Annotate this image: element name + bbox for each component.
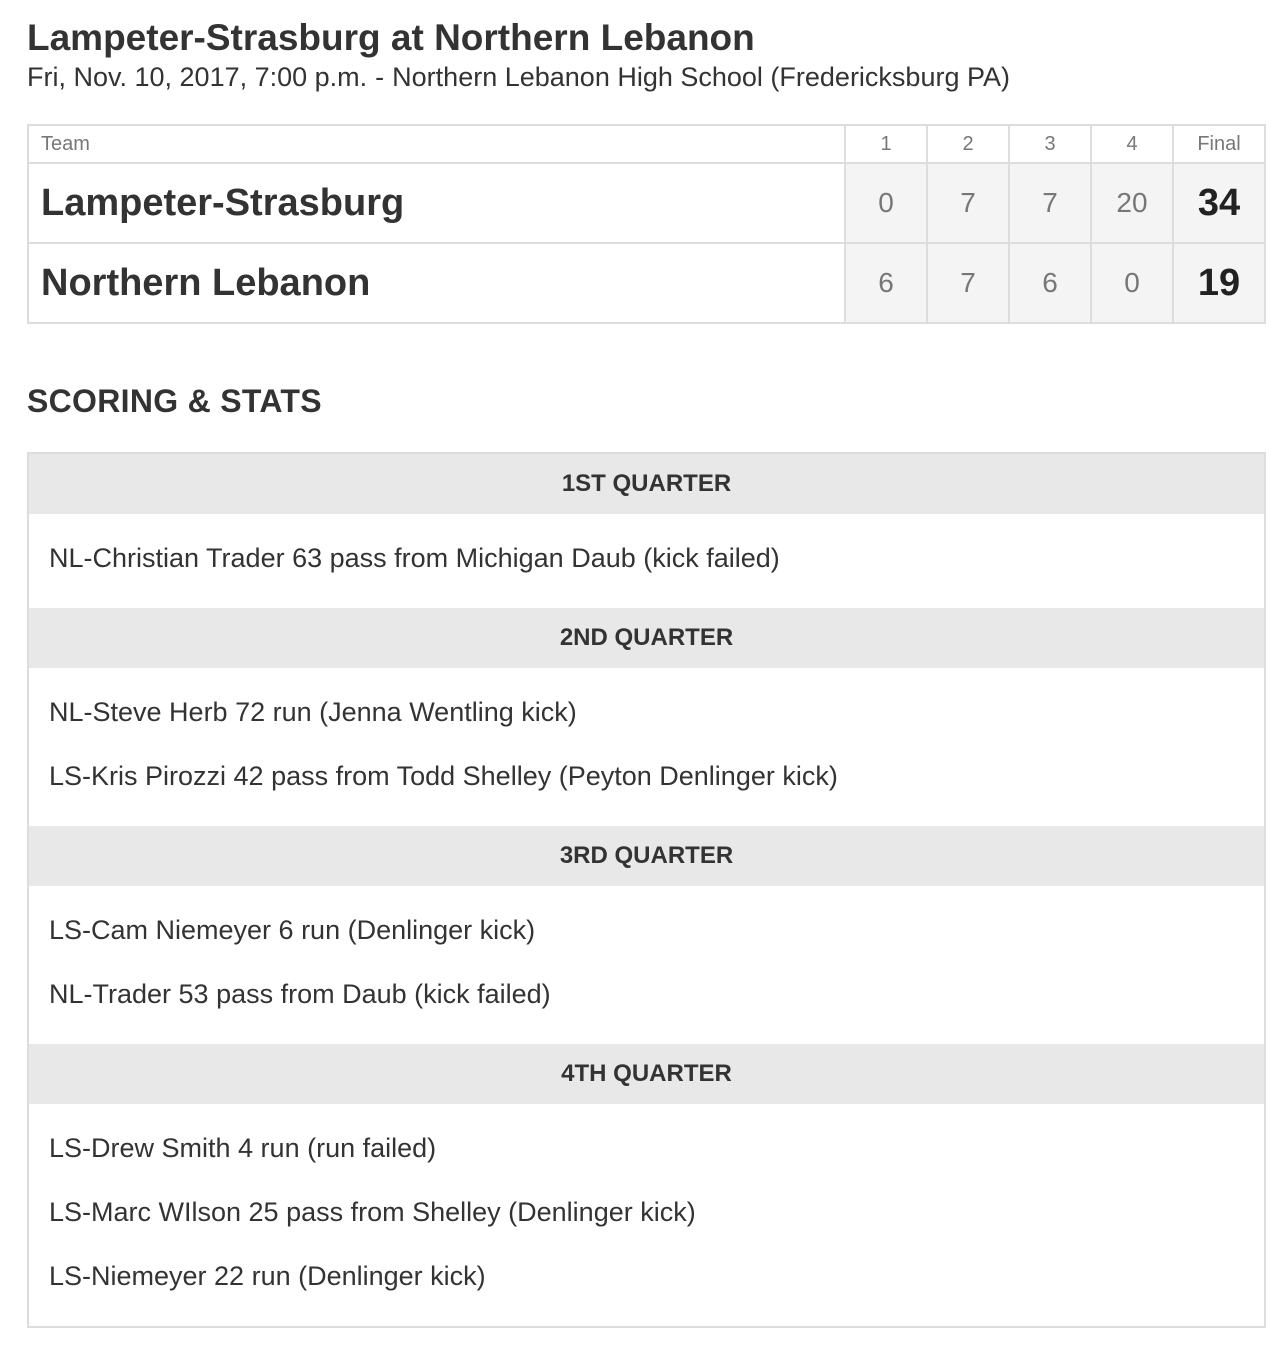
scoring-play: LS-Niemeyer 22 run (Denlinger kick) — [49, 1261, 486, 1291]
final-column-header: Final — [1173, 125, 1265, 163]
period-header-2: 2 — [927, 125, 1009, 163]
team-name: Lampeter-Strasburg — [28, 163, 845, 243]
scoring-play: LS-Drew Smith 4 run (run failed) — [49, 1133, 437, 1163]
final-score: 19 — [1173, 243, 1265, 323]
scoring-play: LS-Kris Pirozzi 42 pass from Todd Shelley (Peyton Denlinger kick) — [49, 761, 838, 791]
period-score: 20 — [1091, 163, 1173, 243]
game-datetime: Fri, Nov. 10, 2017, 7:00 p.m. — [27, 62, 368, 92]
game-page — [27, 16, 1266, 1291]
linescore-header-row — [28, 125, 1265, 163]
team-name: Northern Lebanon — [28, 243, 845, 323]
scoring-summary — [27, 452, 1266, 1328]
quarter-header-1: 1ST QUARTER — [29, 454, 1264, 514]
quarter-header-2: 2ND QUARTER — [29, 608, 1264, 668]
scoring-play: LS-Marc WIlson 25 pass from Shelley (Denlinger kick) — [49, 1197, 696, 1227]
scoring-play: NL-Christian Trader 63 pass from Michigan Daub (kick failed) — [49, 543, 780, 573]
quarter-header-3: 3RD QUARTER — [29, 826, 1264, 886]
period-header-3: 3 — [1009, 125, 1091, 163]
game-title: Lampeter-Strasburg at Northern Lebanon — [27, 17, 755, 58]
quarter-plays-3 — [29, 886, 1264, 1044]
team-row-northern-lebanon — [28, 243, 1265, 323]
period-score: 7 — [927, 243, 1009, 323]
team-row-lampeter-strasburg — [28, 163, 1265, 243]
scoring-play: LS-Cam Niemeyer 6 run (Denlinger kick) — [49, 915, 536, 945]
game-venue: Northern Lebanon High School (Fredericksburg PA) — [392, 62, 1010, 92]
period-score: 0 — [845, 163, 927, 243]
linescore-table — [27, 124, 1266, 324]
quarter-header-4: 4TH QUARTER — [29, 1044, 1264, 1104]
quarter-plays-1 — [29, 514, 1264, 608]
period-score: 7 — [1009, 163, 1091, 243]
period-header-4: 4 — [1091, 125, 1173, 163]
scoring-play: NL-Steve Herb 72 run (Jenna Wentling kick) — [49, 697, 577, 727]
scoring-section-heading: SCORING & STATS — [27, 383, 322, 419]
period-score: 6 — [1009, 243, 1091, 323]
game-subtitle — [27, 60, 1266, 94]
subtitle-separator: - — [375, 62, 385, 92]
quarter-plays-2 — [29, 668, 1264, 826]
period-score: 7 — [927, 163, 1009, 243]
team-column-header: Team — [28, 125, 845, 163]
quarter-plays-4 — [29, 1104, 1264, 1326]
final-score: 34 — [1173, 163, 1265, 243]
period-score: 0 — [1091, 243, 1173, 323]
period-header-1: 1 — [845, 125, 927, 163]
scoring-play: NL-Trader 53 pass from Daub (kick failed) — [49, 979, 551, 1009]
period-score: 6 — [845, 243, 927, 323]
